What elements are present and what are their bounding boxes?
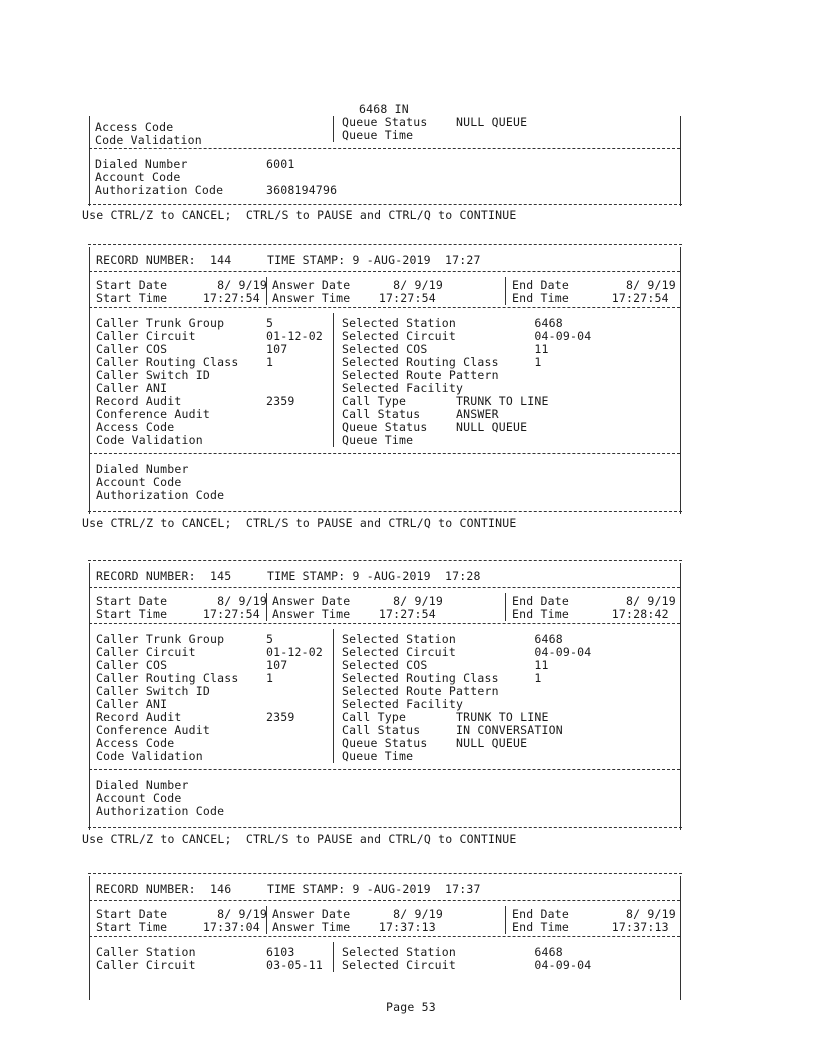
start-date: Start Date 8/ 9/19 [96,278,267,292]
continue-prompt: Use CTRL/Z to CANCEL; CTRL/S to PAUSE and CTRL/Q to CONTINUE [82,516,517,530]
field-label: Access Code [96,420,175,434]
column-divider [505,277,506,305]
record-header: RECORD NUMBER: 146 TIME STAMP: 9 -AUG-2019 17:37 [96,882,481,896]
field-value: 107 [266,342,288,356]
field-label: Caller Station [96,945,196,959]
continue-prompt: Use CTRL/Z to CANCEL; CTRL/S to PAUSE and CTRL/Q to CONTINUE [82,208,517,222]
box-right-border [680,563,681,830]
record-header: RECORD NUMBER: 144 TIME STAMP: 9 -AUG-2019 17:27 [96,253,481,267]
start-time: Start Time 17:27:54 [96,607,260,621]
field-value: Selected Circuit 04-09-04 [342,958,592,972]
record-fragment-top: 6468 IN [359,102,409,116]
field-label: Record Audit [96,710,182,724]
field-label: Authorization Code [96,804,225,818]
field-label: Caller Circuit [96,645,196,659]
field-value: Selected Route Pattern [342,684,499,698]
field-value: 2359 [266,710,295,724]
field-label: Conference Audit [96,407,210,421]
field-value: Selected Circuit 04-09-04 [342,329,592,343]
separator-line [89,900,680,901]
field-label: Account Code [96,791,182,805]
column-divider [333,942,334,972]
field-label: Dialed Number [96,778,189,792]
field-value: Selected COS 11 [342,342,549,356]
box-left-border [89,247,90,514]
field-value: 107 [266,658,288,672]
field-label: Caller Switch ID [96,368,210,382]
field-label: Dialed Number [95,157,188,171]
box-left-border [89,876,90,1000]
field-label: Code Validation [95,133,202,147]
field-value: Queue Time [342,749,414,763]
field-value: 3608194796 [266,183,338,197]
field-value: Call Type TRUNK TO LINE [342,394,549,408]
separator-line [89,936,680,937]
field-value: Call Status ANSWER [342,407,499,421]
answer-time: Answer Time 17:27:54 [272,291,436,305]
field-value: Selected Route Pattern [342,368,499,382]
column-divider [266,277,267,305]
field-label: Caller ANI [96,381,168,395]
field-value: Queue Time [342,433,414,447]
field-value: 6001 [266,157,295,171]
field-label: Caller ANI [96,697,168,711]
field-label: Authorization Code [96,488,225,502]
field-value: Selected Circuit 04-09-04 [342,645,592,659]
separator-line [89,623,680,624]
field-label: Caller Trunk Group [96,632,225,646]
field-label: Conference Audit [96,723,210,737]
start-date: Start Date 8/ 9/19 [96,907,267,921]
column-divider [505,906,506,934]
field-label: Caller Switch ID [96,684,210,698]
box-right-border [680,876,681,1000]
answer-time: Answer Time 17:27:54 [272,607,436,621]
field-value: Call Type TRUNK TO LINE [342,710,549,724]
field-value: Selected Routing Class 1 [342,355,542,369]
column-divider [266,593,267,621]
field-label: Code Validation [96,749,203,763]
box-left-border [89,563,90,830]
page-footer: Page 53 [386,1000,436,1014]
continue-prompt: Use CTRL/Z to CANCEL; CTRL/S to PAUSE and CTRL/Q to CONTINUE [82,832,517,846]
separator-line [89,769,680,770]
column-divider [505,593,506,621]
box-left-border [89,116,90,206]
field-value: 1 [266,355,274,369]
answer-time: Answer Time 17:37:13 [272,920,436,934]
field-value: Selected Facility [342,381,464,395]
field-label: Queue Time [342,128,414,142]
end-time: End Time 17:28:42 [512,607,669,621]
field-label: Access Code [96,736,175,750]
field-value: 01-12-02 [266,645,323,659]
field-label: Caller Trunk Group [96,316,225,330]
field-value: Selected Station 6468 [342,945,563,959]
separator-line [88,244,682,245]
column-divider [333,313,334,447]
field-value: Queue Status NULL QUEUE [342,420,528,434]
field-value: 1 [266,671,274,685]
box-right-border [680,247,681,514]
field-label: Caller Routing Class [96,355,239,369]
field-label: Caller COS [96,342,168,356]
answer-date: Answer Date 8/ 9/19 [272,907,443,921]
field-label: Dialed Number [96,462,189,476]
field-label: Record Audit [96,394,182,408]
end-date: End Date 8/ 9/19 [512,594,676,608]
field-value: 6103 [266,945,295,959]
end-date: End Date 8/ 9/19 [512,907,676,921]
box-right-border [680,116,681,206]
field-value: Selected Facility [342,697,464,711]
separator-line [89,587,680,588]
separator-line [89,271,680,272]
field-value: 03-05-11 [266,958,323,972]
field-value: 01-12-02 [266,329,323,343]
start-time: Start Time 17:27:54 [96,291,260,305]
field-label: Code Validation [96,433,203,447]
column-divider [266,906,267,934]
answer-date: Answer Date 8/ 9/19 [272,594,443,608]
separator-line [88,560,682,561]
field-label: Account Code [96,475,182,489]
field-value: 2359 [266,394,295,408]
field-label: Access Code [95,120,174,134]
field-value: Selected Station 6468 [342,316,563,330]
separator-line [89,453,680,454]
field-value: 5 [266,632,274,646]
field-value: Selected COS 11 [342,658,549,672]
field-label: Authorization Code [95,183,224,197]
field-label: Caller Circuit [96,958,196,972]
field-label: Caller Routing Class [96,671,239,685]
separator-line [88,873,682,874]
field-label: Caller Circuit [96,329,196,343]
separator-line [88,827,682,828]
column-divider [333,629,334,763]
separator-line [89,307,680,308]
separator-line [89,148,680,149]
field-value: Selected Station 6468 [342,632,563,646]
separator-line [88,204,682,205]
field-value: Call Status IN CONVERSATION [342,723,563,737]
record-header: RECORD NUMBER: 145 TIME STAMP: 9 -AUG-2019 17:28 [96,569,481,583]
column-divider [333,116,334,142]
separator-line [88,511,682,512]
end-date: End Date 8/ 9/19 [512,278,676,292]
start-date: Start Date 8/ 9/19 [96,594,267,608]
field-label: Caller COS [96,658,168,672]
field-value: 5 [266,316,274,330]
field-label: Queue Status NULL QUEUE [342,115,528,129]
start-time: Start Time 17:37:04 [96,920,260,934]
answer-date: Answer Date 8/ 9/19 [272,278,443,292]
field-label: Account Code [95,170,181,184]
field-value: Queue Status NULL QUEUE [342,736,528,750]
end-time: End Time 17:27:54 [512,291,669,305]
end-time: End Time 17:37:13 [512,920,669,934]
field-value: Selected Routing Class 1 [342,671,542,685]
